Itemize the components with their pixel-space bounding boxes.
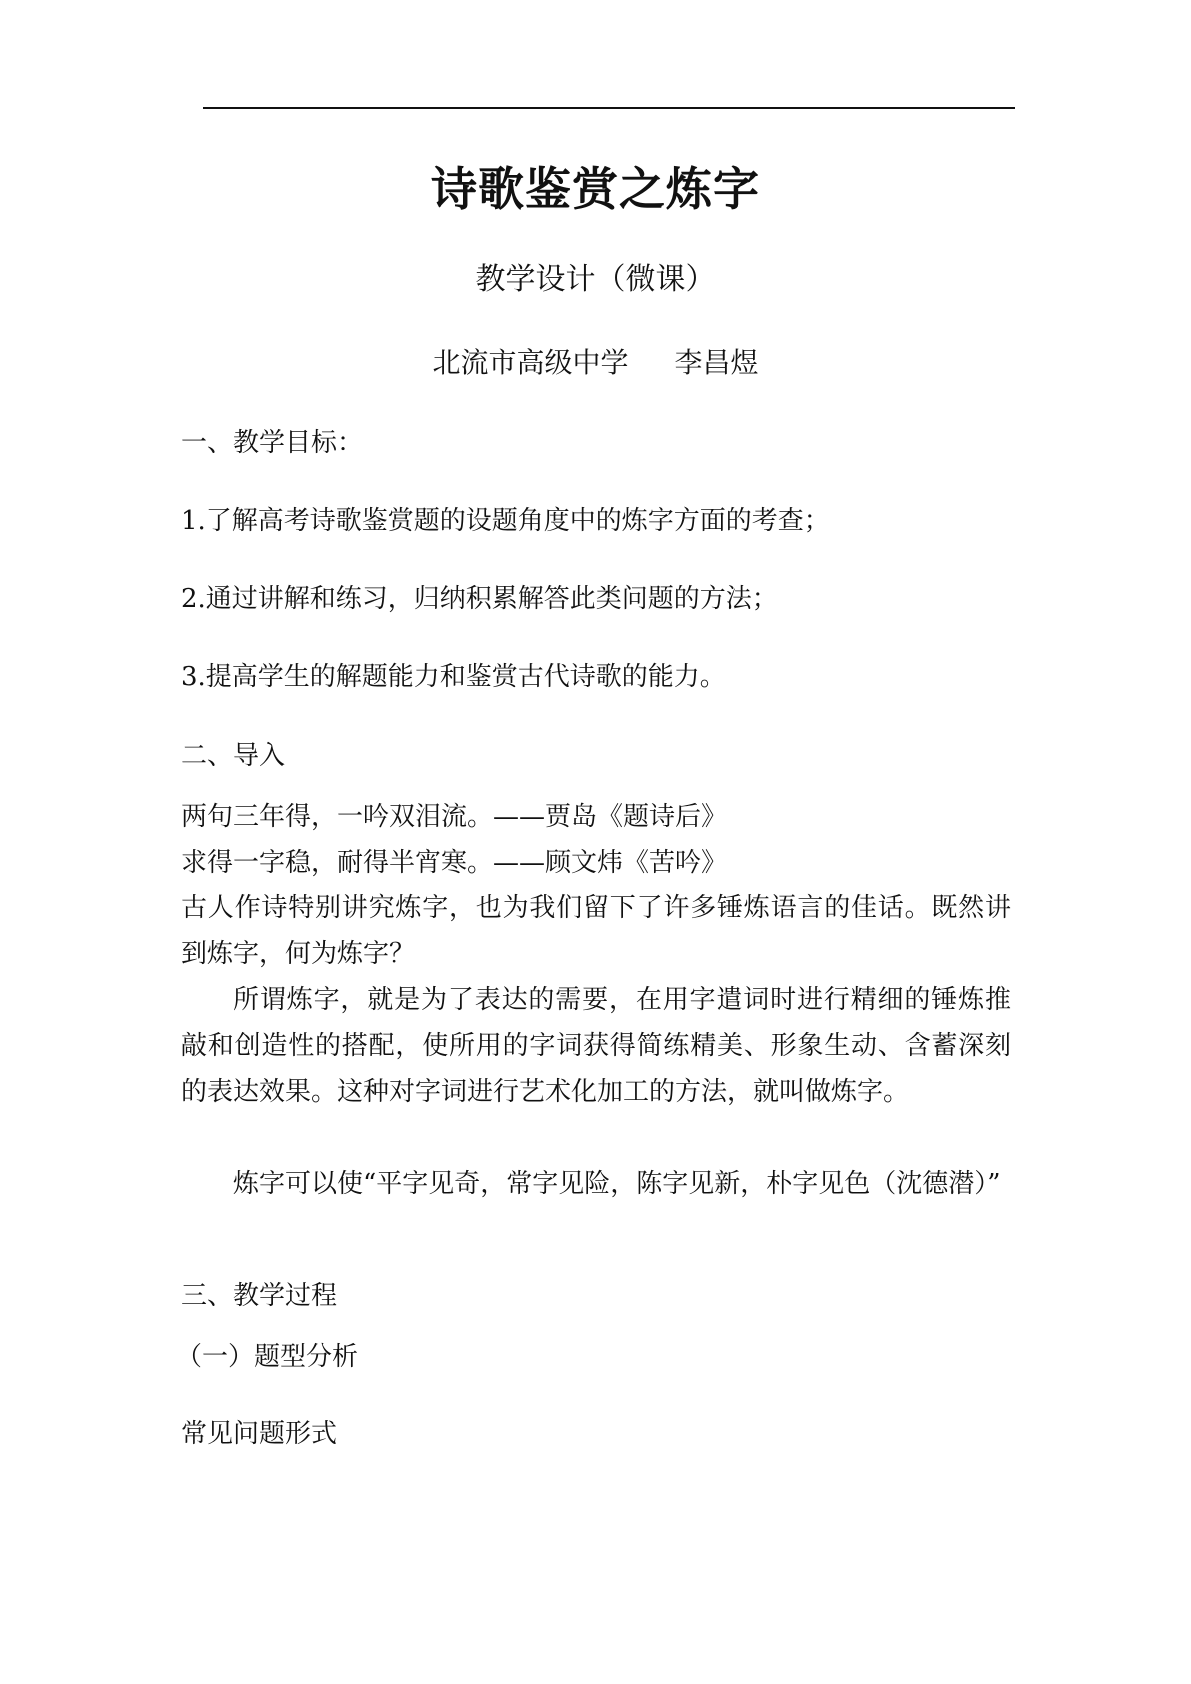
quote-line-2: 求得一字稳，耐得半宵寒。——顾文炜《苦吟》 <box>181 848 728 878</box>
intro-paragraph: 古人作诗特别讲究炼字，也为我们留下了许多锤炼语言的佳话。既然讲到炼字，何为炼字？ <box>181 893 1011 969</box>
goal-item-1: 1.了解高考诗歌鉴赏题的设题角度中的炼字方面的考查； <box>181 506 830 536</box>
author-line <box>0 342 1191 384</box>
section-heading-intro: 二、导入 <box>181 741 286 771</box>
goal-item-2: 2.通过讲解和练习，归纳积累解答此类问题的方法； <box>181 584 778 614</box>
author-name: 李昌煜 <box>674 346 759 379</box>
section-heading-goals: 一、教学目标： <box>181 428 364 458</box>
effect-paragraph: 炼字可以使“平字见奇，常字见险，陈字见新，朴字见色（沈德潜）” <box>233 1169 1001 1199</box>
section-heading-process: 三、教学过程 <box>181 1281 338 1311</box>
definition-paragraph: 所谓炼字，就是为了表达的需要，在用字遣词时进行精细的锤炼推敲和创造性的搭配，使所用的字词获得简练精美、形象生动、含蓄深刻的表达效果。这种对字词进行艺术化加工的方法，就叫做炼字。 <box>181 985 1011 1107</box>
school-name: 北流市高级中学 <box>432 346 629 379</box>
quote-line-1: 两句三年得，一吟双泪流。——贾岛《题诗后》 <box>181 802 728 832</box>
document-title: 诗歌鉴赏之炼字 <box>431 162 760 216</box>
goal-item-3: 3.提高学生的解题能力和鉴赏古代诗歌的能力。 <box>181 662 726 692</box>
common-forms-heading: 常见问题形式 <box>181 1419 338 1449</box>
subsection-heading-analysis: （一）题型分析 <box>176 1342 359 1372</box>
document-subtitle: 教学设计（微课） <box>475 262 716 297</box>
header-rule <box>203 107 1015 109</box>
